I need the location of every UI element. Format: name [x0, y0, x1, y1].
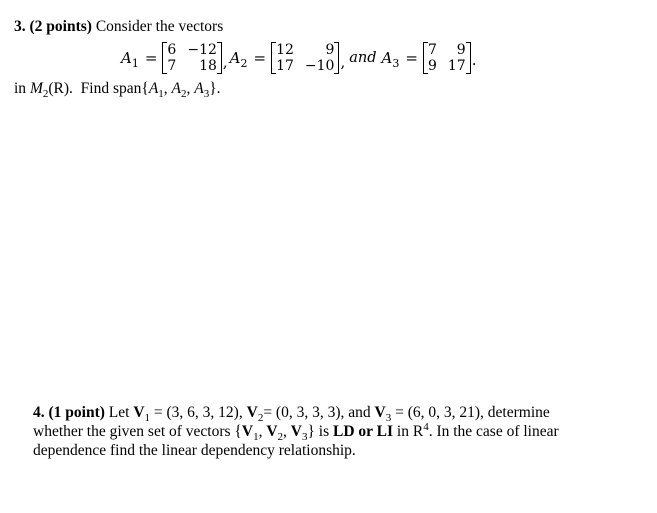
line-2-end: . In the case of linear — [428, 423, 559, 440]
problem-4-line-3: dependence find the linear dependency relationship. — [33, 442, 356, 459]
matrix-cell: 7 — [167, 58, 177, 74]
set-v2: V — [266, 423, 278, 440]
problem-3-number: 3. — [14, 18, 26, 35]
period: . — [471, 51, 477, 69]
matrix-cell: 17 — [276, 58, 294, 74]
matrix-a1-label: $A_1$ — [121, 49, 139, 70]
comma: , — [222, 53, 228, 71]
space-field: (R). — [48, 80, 73, 97]
problem-3 — [14, 17, 644, 101]
task-text: Find span — [80, 80, 142, 97]
matrix-a2 — [271, 40, 339, 76]
problem-4 — [33, 403, 633, 460]
problem-4-line-2: whether the given set of vectors {$V_1$, $V_2$, $V_3$} is LD or LI in $R^4$. In the case of linear — [33, 420, 559, 444]
is-text: } is — [307, 423, 330, 440]
equals-sign: = — [405, 49, 418, 67]
space-prefix: in — [14, 80, 30, 97]
matrix-equation-row — [121, 37, 644, 79]
vector-v1: $V_1$ — [133, 404, 151, 425]
vector-v1-value: = (3, 6, 3, 12), — [153, 404, 243, 421]
matrix-cell: 9 — [325, 42, 335, 58]
in-r-text: in R — [396, 423, 424, 440]
matrix-a3-label: $A_3$ — [381, 49, 400, 70]
and-text: and — [349, 50, 377, 66]
set-expression: {$A_1$, $A_2$, $A_3$}. — [141, 80, 221, 101]
matrix-cell: 9 — [456, 42, 466, 58]
let-text: Let — [108, 404, 130, 421]
vector-v2-value: = (0, 3, 3, 3), and — [263, 404, 371, 421]
matrix-cell: 9 — [427, 58, 437, 74]
matrix-cell: 12 — [276, 42, 294, 58]
matrix-cell: −10 — [304, 58, 335, 74]
equals-sign: = — [144, 49, 158, 67]
matrix-cell: 6 — [167, 42, 177, 58]
vector-v3: $V_3$ — [374, 404, 392, 425]
line-2-start: whether the given set of vectors { — [33, 423, 242, 440]
problem-3-intro: Consider the vectors — [95, 18, 224, 35]
problem-3-heading — [14, 17, 644, 36]
set-v3: V — [290, 423, 302, 440]
r-exponent: 4 — [423, 420, 429, 433]
problem-4-points: (1 point) — [48, 404, 105, 421]
space-subscript: 2 — [42, 88, 49, 101]
matrix-cell: 18 — [199, 58, 217, 74]
comma: , — [340, 53, 346, 71]
vector-v2: $V_2$ — [246, 404, 264, 425]
equals-sign: = — [253, 49, 267, 67]
matrix-cell: 17 — [447, 58, 466, 74]
matrix-a1 — [162, 40, 221, 76]
space-name: M — [29, 80, 43, 97]
set-v1: V — [241, 423, 254, 440]
vector-v3-value: = (6, 0, 3, 21), determine — [395, 404, 550, 421]
separator: , — [258, 423, 267, 440]
problem-4-line-1 — [33, 403, 633, 425]
problem-3-points: (2 points) — [29, 18, 92, 35]
ld-or-li: LD or LI — [333, 423, 394, 440]
matrix-cell: −12 — [187, 42, 217, 58]
separator: , — [283, 423, 291, 440]
problem-3-task — [14, 79, 644, 101]
matrix-cell: 7 — [427, 42, 437, 58]
problem-4-number: 4. — [33, 404, 45, 421]
matrix-a2-label: $A_2$ — [229, 49, 248, 70]
matrix-a3 — [423, 40, 471, 76]
